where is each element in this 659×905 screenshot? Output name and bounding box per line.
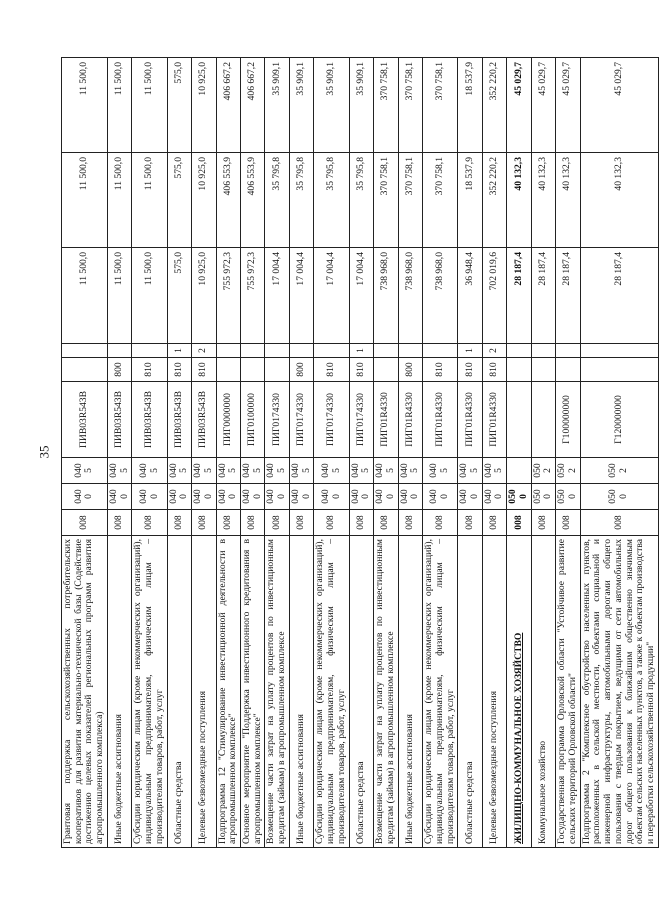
- expense-type-cell: 810: [423, 358, 458, 382]
- year3-amount-cell: 35 909,1: [265, 58, 289, 153]
- table-row: [507, 58, 531, 848]
- table-row: [192, 58, 216, 848]
- table-row: [265, 58, 289, 848]
- year2-amount-cell: 18 537,9: [458, 153, 482, 248]
- expense-type-cell: [265, 358, 289, 382]
- year1-amount-cell: 755 972,3: [241, 248, 265, 344]
- target-article-cell: ПИГ01R4330: [423, 382, 458, 458]
- table-row: [241, 58, 265, 848]
- year2-amount-cell: 35 795,8: [289, 153, 313, 248]
- ved-code-cell: 008: [314, 510, 349, 536]
- year2-amount-cell: 10 925,0: [192, 153, 216, 248]
- subsection-code-cell: 0405: [398, 458, 422, 484]
- row-name-cell: Иные бюджетные ассигнования: [289, 536, 313, 848]
- subsection-code-cell: 0405: [423, 458, 458, 484]
- year2-amount-cell: 11 500,0: [62, 153, 108, 248]
- ved-code-cell: 008: [192, 510, 216, 536]
- table-row: [216, 58, 240, 848]
- subsection-code-cell: 0405: [216, 458, 240, 484]
- expense-type-cell: [507, 358, 531, 382]
- row-name-cell: Коммунальное хозяйство: [531, 536, 555, 848]
- funding-source-cell: [107, 344, 131, 358]
- funding-source-cell: [531, 344, 555, 358]
- budget-table: [61, 57, 659, 848]
- funding-source-cell: [580, 344, 658, 358]
- target-article-cell: ПИГ0100000: [241, 382, 265, 458]
- year1-amount-cell: 17 004,4: [314, 248, 349, 344]
- target-article-cell: ПИВ03R543В: [107, 382, 131, 458]
- year2-amount-cell: 40 132,3: [556, 153, 580, 248]
- year3-amount-cell: 406 667,2: [241, 58, 265, 153]
- section-code-cell: 0400: [423, 484, 458, 510]
- year2-amount-cell: 575,0: [167, 153, 191, 248]
- section-code-cell: 0400: [241, 484, 265, 510]
- row-name-cell: Областные средства: [458, 536, 482, 848]
- ved-code-cell: 008: [62, 510, 108, 536]
- year2-amount-cell: 370 758,1: [398, 153, 422, 248]
- section-code-cell: 0400: [482, 484, 506, 510]
- subsection-code-cell: 0502: [556, 458, 580, 484]
- target-article-cell: ПИГ0000000: [216, 382, 240, 458]
- table-row: [423, 58, 458, 848]
- subsection-code-cell: 0405: [458, 458, 482, 484]
- year2-amount-cell: 35 795,8: [265, 153, 289, 248]
- year1-amount-cell: 28 187,4: [556, 248, 580, 344]
- year2-amount-cell: 406 553,9: [216, 153, 240, 248]
- year2-amount-cell: 11 500,0: [132, 153, 167, 248]
- year1-amount-cell: 17 004,4: [289, 248, 313, 344]
- ved-code-cell: 008: [507, 510, 531, 536]
- table-row: [482, 58, 506, 848]
- expense-type-cell: 810: [167, 358, 191, 382]
- year1-amount-cell: 28 187,4: [580, 248, 658, 344]
- year3-amount-cell: 406 667,2: [216, 58, 240, 153]
- expense-type-cell: [374, 358, 398, 382]
- ved-code-cell: 008: [580, 510, 658, 536]
- expense-type-cell: [241, 358, 265, 382]
- funding-source-cell: 1: [349, 344, 373, 358]
- subsection-code-cell: 0405: [482, 458, 506, 484]
- section-code-cell: 0400: [349, 484, 373, 510]
- section-code-cell: 0400: [398, 484, 422, 510]
- table-row: [107, 58, 131, 848]
- funding-source-cell: [556, 344, 580, 358]
- expense-type-cell: 800: [289, 358, 313, 382]
- year3-amount-cell: 370 758,1: [423, 58, 458, 153]
- row-name-cell: Субсидии юридическим лицам (кроме некоммерческих организаций), индивидуальным предпринимателям, физическим лицам – производителям товаров, работ, услуг: [423, 536, 458, 848]
- section-code-cell: 0400: [314, 484, 349, 510]
- ved-code-cell: 008: [398, 510, 422, 536]
- table-row: [531, 58, 555, 848]
- year1-amount-cell: 11 500,0: [107, 248, 131, 344]
- row-name-cell: Подпрограмма 2 "Комплексное обустройство населенных пунктов, расположенных в сельской местности, объектами социальной и инженерной инфраструктуры, автомобильными дорогами общего пользования с твердым покрытием, ведущими от сети автомобильных дорог общего пользования к ближайшим общественно значимым объектам сельских населенных пунктов, а также к объектам производства и переработки сельскохозяйственной продукции": [580, 536, 658, 848]
- row-name-cell: Целевые безвозмездные поступления: [482, 536, 506, 848]
- year1-amount-cell: 11 500,0: [132, 248, 167, 344]
- target-article-cell: ПИГ0174330: [314, 382, 349, 458]
- target-article-cell: [507, 382, 531, 458]
- expense-type-cell: 810: [132, 358, 167, 382]
- ved-code-cell: 008: [265, 510, 289, 536]
- funding-source-cell: [289, 344, 313, 358]
- subsection-code-cell: 0405: [374, 458, 398, 484]
- row-name-cell: Целевые безвозмездные поступления: [192, 536, 216, 848]
- section-code-cell: 0400: [458, 484, 482, 510]
- subsection-code-cell: 0405: [289, 458, 313, 484]
- subsection-code-cell: 0405: [265, 458, 289, 484]
- row-name-cell: Иные бюджетные ассигнования: [107, 536, 131, 848]
- row-name-cell: Субсидии юридическим лицам (кроме некоммерческих организаций), индивидуальным предпринимателям, физическим лицам – производителям товаров, работ, услуг: [314, 536, 349, 848]
- row-name-cell: Грантовая поддержка сельскохозяйственных потребительских кооперативов для развития материально-технической базы (Содействие достижению целевых показателей региональных программ развития агропромышленного комплекса): [62, 536, 108, 848]
- section-code-cell: 0500: [531, 484, 555, 510]
- target-article-cell: ПИГ0174330: [265, 382, 289, 458]
- year3-amount-cell: 45 029,7: [580, 58, 658, 153]
- subsection-code-cell: 0405: [241, 458, 265, 484]
- year1-amount-cell: 10 925,0: [192, 248, 216, 344]
- year2-amount-cell: 406 553,9: [241, 153, 265, 248]
- year3-amount-cell: 11 500,0: [132, 58, 167, 153]
- year3-amount-cell: 370 758,1: [398, 58, 422, 153]
- funding-source-cell: [62, 344, 108, 358]
- year1-amount-cell: 36 948,4: [458, 248, 482, 344]
- expense-type-cell: [216, 358, 240, 382]
- target-article-cell: Г120000000: [580, 382, 658, 458]
- row-name-cell: Субсидии юридическим лицам (кроме некоммерческих организаций), индивидуальным предпринимателям, физическим лицам – производителям товаров, работ, услуг: [132, 536, 167, 848]
- expense-type-cell: [580, 358, 658, 382]
- funding-source-cell: 2: [192, 344, 216, 358]
- year3-amount-cell: 11 500,0: [107, 58, 131, 153]
- funding-source-cell: [507, 344, 531, 358]
- row-name-cell: Областные средства: [167, 536, 191, 848]
- subsection-code-cell: 0405: [192, 458, 216, 484]
- row-name-cell: Областные средства: [349, 536, 373, 848]
- subsection-code-cell: [507, 458, 531, 484]
- section-code-cell: 0400: [167, 484, 191, 510]
- table-row: [62, 58, 108, 848]
- subsection-code-cell: 0502: [580, 458, 658, 484]
- section-code-cell: 0400: [265, 484, 289, 510]
- subsection-code-cell: 0405: [107, 458, 131, 484]
- year2-amount-cell: 35 795,8: [314, 153, 349, 248]
- row-name-cell: Подпрограмма 12 "Стимулирование инвестиционной деятельности в агропромышленном комплексе": [216, 536, 240, 848]
- year3-amount-cell: 35 909,1: [314, 58, 349, 153]
- funding-source-cell: [374, 344, 398, 358]
- row-name-cell: Возмещение части затрат на уплату процентов по инвестиционным кредитам (займам) в агропромышленном комплексе: [265, 536, 289, 848]
- target-article-cell: [531, 382, 555, 458]
- table-row: [349, 58, 373, 848]
- year3-amount-cell: 10 925,0: [192, 58, 216, 153]
- year1-amount-cell: 28 187,4: [507, 248, 531, 344]
- target-article-cell: ПИВ03R543В: [192, 382, 216, 458]
- year3-amount-cell: 45 029,7: [507, 58, 531, 153]
- table-row: [580, 58, 658, 848]
- row-name-cell: Иные бюджетные ассигнования: [398, 536, 422, 848]
- table-row: [398, 58, 422, 848]
- funding-source-cell: 1: [167, 344, 191, 358]
- row-name-cell: Государственная программа Орловской области "Устойчивое развитие сельских территорий Орловской области": [556, 536, 580, 848]
- year1-amount-cell: 575,0: [167, 248, 191, 344]
- funding-source-cell: [241, 344, 265, 358]
- year1-amount-cell: 11 500,0: [62, 248, 108, 344]
- ved-code-cell: 008: [132, 510, 167, 536]
- year3-amount-cell: 11 500,0: [62, 58, 108, 153]
- expense-type-cell: [62, 358, 108, 382]
- ved-code-cell: 008: [482, 510, 506, 536]
- target-article-cell: Г100000000: [556, 382, 580, 458]
- ved-code-cell: 008: [531, 510, 555, 536]
- page-number: 35: [36, 445, 52, 459]
- target-article-cell: ПИВ03R543В: [132, 382, 167, 458]
- ved-code-cell: 008: [289, 510, 313, 536]
- expense-type-cell: 800: [398, 358, 422, 382]
- year3-amount-cell: 35 909,1: [349, 58, 373, 153]
- ved-code-cell: 008: [556, 510, 580, 536]
- subsection-code-cell: 0405: [62, 458, 108, 484]
- table-row: [314, 58, 349, 848]
- year1-amount-cell: 738 968,0: [423, 248, 458, 344]
- year2-amount-cell: 40 132,3: [580, 153, 658, 248]
- funding-source-cell: [132, 344, 167, 358]
- row-name-cell: ЖИЛИЩНО-КОММУНАЛЬНОЕ ХОЗЯЙСТВО: [507, 536, 531, 848]
- budget-table-container: [61, 58, 659, 848]
- section-code-cell: 0500: [556, 484, 580, 510]
- ved-code-cell: 008: [374, 510, 398, 536]
- expense-type-cell: 810: [192, 358, 216, 382]
- table-row: [556, 58, 580, 848]
- subsection-code-cell: 0502: [531, 458, 555, 484]
- year2-amount-cell: 370 758,1: [374, 153, 398, 248]
- year1-amount-cell: 28 187,4: [531, 248, 555, 344]
- ved-code-cell: 008: [241, 510, 265, 536]
- section-code-cell: 0400: [374, 484, 398, 510]
- expense-type-cell: 810: [314, 358, 349, 382]
- subsection-code-cell: 0405: [167, 458, 191, 484]
- section-code-cell: 0400: [289, 484, 313, 510]
- section-code-cell: 0500: [580, 484, 658, 510]
- subsection-code-cell: 0405: [349, 458, 373, 484]
- table-row: [132, 58, 167, 848]
- expense-type-cell: [556, 358, 580, 382]
- ved-code-cell: 008: [167, 510, 191, 536]
- year3-amount-cell: 45 029,7: [556, 58, 580, 153]
- funding-source-cell: 2: [482, 344, 506, 358]
- target-article-cell: ПИГ01R4330: [374, 382, 398, 458]
- section-code-cell: 0400: [107, 484, 131, 510]
- section-code-cell: 0400: [132, 484, 167, 510]
- year2-amount-cell: 370 758,1: [423, 153, 458, 248]
- target-article-cell: ПИГ01R4330: [458, 382, 482, 458]
- subsection-code-cell: 0405: [314, 458, 349, 484]
- ved-code-cell: 008: [458, 510, 482, 536]
- year1-amount-cell: 17 004,4: [265, 248, 289, 344]
- table-row: [374, 58, 398, 848]
- year3-amount-cell: 370 758,1: [374, 58, 398, 153]
- year2-amount-cell: 352 220,2: [482, 153, 506, 248]
- year1-amount-cell: 755 972,3: [216, 248, 240, 344]
- expense-type-cell: 810: [482, 358, 506, 382]
- year3-amount-cell: 352 220,2: [482, 58, 506, 153]
- ved-code-cell: 008: [107, 510, 131, 536]
- target-article-cell: ПИГ01R4330: [398, 382, 422, 458]
- row-name-cell: Возмещение части затрат на уплату процентов по инвестиционным кредитам (займам) в агропромышленном комплексе: [374, 536, 398, 848]
- target-article-cell: ПИГ0174330: [289, 382, 313, 458]
- year1-amount-cell: 738 968,0: [398, 248, 422, 344]
- year2-amount-cell: 11 500,0: [107, 153, 131, 248]
- expense-type-cell: 800: [107, 358, 131, 382]
- funding-source-cell: [423, 344, 458, 358]
- ved-code-cell: 008: [423, 510, 458, 536]
- ved-code-cell: 008: [349, 510, 373, 536]
- table-row: [289, 58, 313, 848]
- section-code-cell: 0400: [216, 484, 240, 510]
- section-code-cell: 0400: [62, 484, 108, 510]
- target-article-cell: ПИГ01R4330: [482, 382, 506, 458]
- target-article-cell: ПИВ03R543В: [62, 382, 108, 458]
- year2-amount-cell: 35 795,8: [349, 153, 373, 248]
- section-code-cell: 0400: [192, 484, 216, 510]
- expense-type-cell: 810: [349, 358, 373, 382]
- table-row: [458, 58, 482, 848]
- section-code-cell: 0500: [507, 484, 531, 510]
- target-article-cell: ПИВ03R543В: [167, 382, 191, 458]
- expense-type-cell: 810: [458, 358, 482, 382]
- funding-source-cell: [216, 344, 240, 358]
- funding-source-cell: [314, 344, 349, 358]
- year3-amount-cell: 35 909,1: [289, 58, 313, 153]
- year3-amount-cell: 18 537,9: [458, 58, 482, 153]
- year1-amount-cell: 738 968,0: [374, 248, 398, 344]
- year2-amount-cell: 40 132,3: [507, 153, 531, 248]
- expense-type-cell: [531, 358, 555, 382]
- funding-source-cell: [265, 344, 289, 358]
- funding-source-cell: 1: [458, 344, 482, 358]
- year3-amount-cell: 45 029,7: [531, 58, 555, 153]
- year3-amount-cell: 575,0: [167, 58, 191, 153]
- table-body: [62, 58, 659, 848]
- target-article-cell: ПИГ0174330: [349, 382, 373, 458]
- funding-source-cell: [398, 344, 422, 358]
- row-name-cell: Основное мероприятие "Поддержка инвестиционного кредитования в агропромышленном комплексе": [241, 536, 265, 848]
- year1-amount-cell: 702 019,6: [482, 248, 506, 344]
- year2-amount-cell: 40 132,3: [531, 153, 555, 248]
- table-row: [167, 58, 191, 848]
- year1-amount-cell: 17 004,4: [349, 248, 373, 344]
- ved-code-cell: 008: [216, 510, 240, 536]
- subsection-code-cell: 0405: [132, 458, 167, 484]
